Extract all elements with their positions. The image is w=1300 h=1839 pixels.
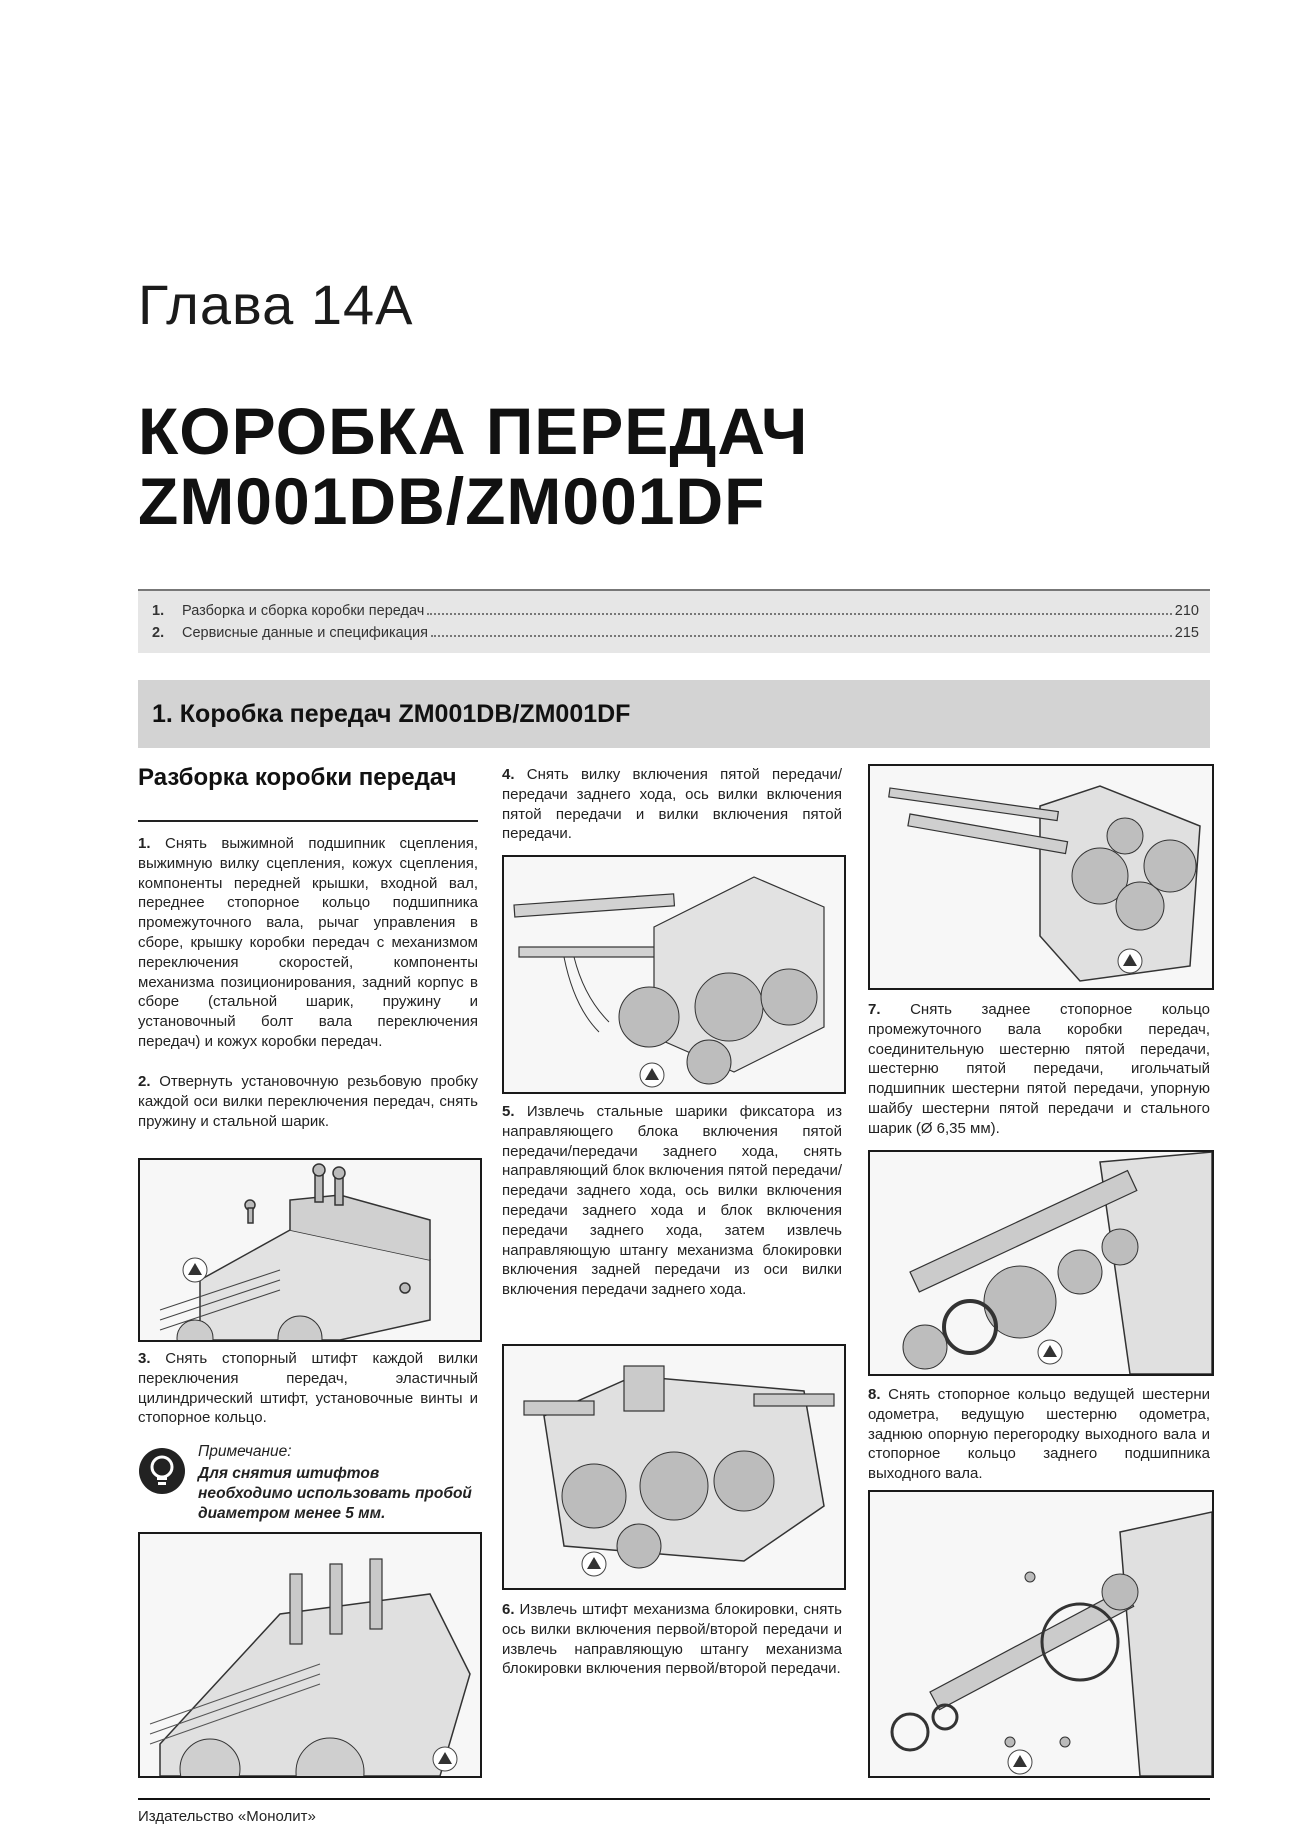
toc-item-title: Сервисные данные и спецификация xyxy=(182,625,428,641)
title-line-2: ZM001DB/ZM001DF xyxy=(138,464,766,538)
step-number: 7. xyxy=(868,1001,881,1018)
toc-item[interactable] xyxy=(152,603,1199,619)
figure-step-2 xyxy=(138,1158,482,1342)
footer-divider xyxy=(138,1798,1210,1800)
step-number: 3. xyxy=(138,1350,151,1367)
figure-step-4 xyxy=(502,855,846,1094)
step-number: 4. xyxy=(502,766,515,783)
figure-step-7 xyxy=(868,1150,1214,1376)
title-line-1: КОРОБКА ПЕРЕДАЧ xyxy=(138,394,809,468)
toc-item-title: Разборка и сборка коробки передач xyxy=(182,603,425,619)
figure-step-3 xyxy=(138,1532,482,1778)
toc-item-page: 215 xyxy=(1174,625,1199,641)
chapter-label: Глава 14А xyxy=(138,273,414,336)
step-text: Извлечь штифт механизма блокировки, снять ось вилки включения первой/второй передачи и извлечь направляющую штангу механизма блокировки включения первой/второй передачи. xyxy=(502,1601,842,1678)
step-number: 1. xyxy=(138,835,151,852)
step-text: Снять заднее стопорное кольцо промежуточного вала коробки передач, соединительную шестерню пятой передачи, шестерню пятой передачи, игольчатый подшипник шестерни пятой передачи, упорную шайбу шестерни пятой передачи и стального шарик (Ø 6,35 мм). xyxy=(868,1001,1211,1137)
step-2 xyxy=(138,1072,478,1131)
toc-leader-dots xyxy=(427,603,1172,615)
figure-step-6 xyxy=(868,764,1214,990)
table-of-contents xyxy=(138,589,1210,653)
step-8 xyxy=(868,1385,1210,1484)
step-number: 6. xyxy=(502,1601,515,1618)
gearbox-housing-illustration xyxy=(140,1160,480,1340)
countershaft-illustration xyxy=(870,766,1212,988)
step-1 xyxy=(138,834,478,1052)
subsection-heading: Разборка коробки передач xyxy=(138,764,457,791)
step-5 xyxy=(502,1102,842,1300)
page-title xyxy=(138,396,808,536)
fifth-gear-illustration xyxy=(870,1152,1212,1374)
step-number: 8. xyxy=(868,1386,881,1403)
step-text: Снять вилку включения пятой передачи/передачи заднего хода, ось вилки включения пятой передачи и вилки включения пятой передачи. xyxy=(502,766,842,843)
publisher-footer: Издательство «Монолит» xyxy=(138,1808,316,1825)
step-text: Снять стопорное кольцо ведущей шестерни одометра, ведущую шестерню одометра, заднюю опорную перегородку выходного вала и стопорное кольцо заднего подшипника выходного вала. xyxy=(868,1386,1210,1483)
figure-step-5 xyxy=(502,1344,846,1590)
note-title: Примечание: xyxy=(198,1443,292,1460)
section-title: 1. Коробка передач ZM001DB/ZM001DF xyxy=(152,700,631,728)
heading-underline xyxy=(138,820,478,822)
step-text: Снять стопорный штифт каждой вилки переключения передач, эластичный цилиндрический штифт, установочные винты и стопорное кольцо. xyxy=(138,1350,478,1427)
shift-fork-illustration xyxy=(504,857,844,1092)
lightbulb-icon xyxy=(138,1447,186,1495)
toc-leader-dots xyxy=(431,625,1172,637)
note-text: Для снятия штифтов необходимо использовать пробой диаметром менее 5 мм. xyxy=(198,1465,472,1522)
step-number: 2. xyxy=(138,1073,151,1090)
step-3 xyxy=(138,1349,478,1428)
step-number: 5. xyxy=(502,1103,515,1120)
toc-item[interactable] xyxy=(152,625,1199,641)
toc-item-page: 210 xyxy=(1174,603,1199,619)
output-shaft-illustration xyxy=(870,1492,1212,1776)
step-7 xyxy=(868,1000,1210,1139)
section-header xyxy=(138,680,1210,748)
gearbox-pins-illustration xyxy=(140,1534,480,1776)
step-6 xyxy=(502,1600,842,1679)
step-4 xyxy=(502,765,842,844)
guide-block-illustration xyxy=(504,1346,844,1588)
toc-item-number: 1. xyxy=(152,603,165,619)
step-text: Извлечь стальные шарики фиксатора из направляющего блока включения пятой передачи/передачи заднего хода, снять направляющий блок включения пятой передачи/передачи заднего хода, ось вилки включения передачи заднего хода и блок включения передачи заднего хода, затем извлечь направляющую штангу механизма блокировки включения задней передачи из оси вилки включения передачи заднего хода. xyxy=(502,1103,842,1299)
step-text: Снять выжимной подшипник сцепления, выжимную вилку сцепления, кожух сцепления, компоненты передней крышки, входной вал, переднее стопорное кольцо подшипника промежуточного вала, рычаг управления в сборе, крышку коробки передач с механизмом переключения скоростей, компоненты механизма позиционирования, задний корпус в сборе (стальной шарик, пружину и установочный болт вала переключения передач) и кожух коробки передач. xyxy=(138,835,478,1050)
step-text: Отвернуть установочную резьбовую пробку каждой оси вилки переключения передач, снять пружину и стальной шарик. xyxy=(138,1073,479,1130)
figure-step-8 xyxy=(868,1490,1214,1778)
toc-item-number: 2. xyxy=(152,625,165,641)
